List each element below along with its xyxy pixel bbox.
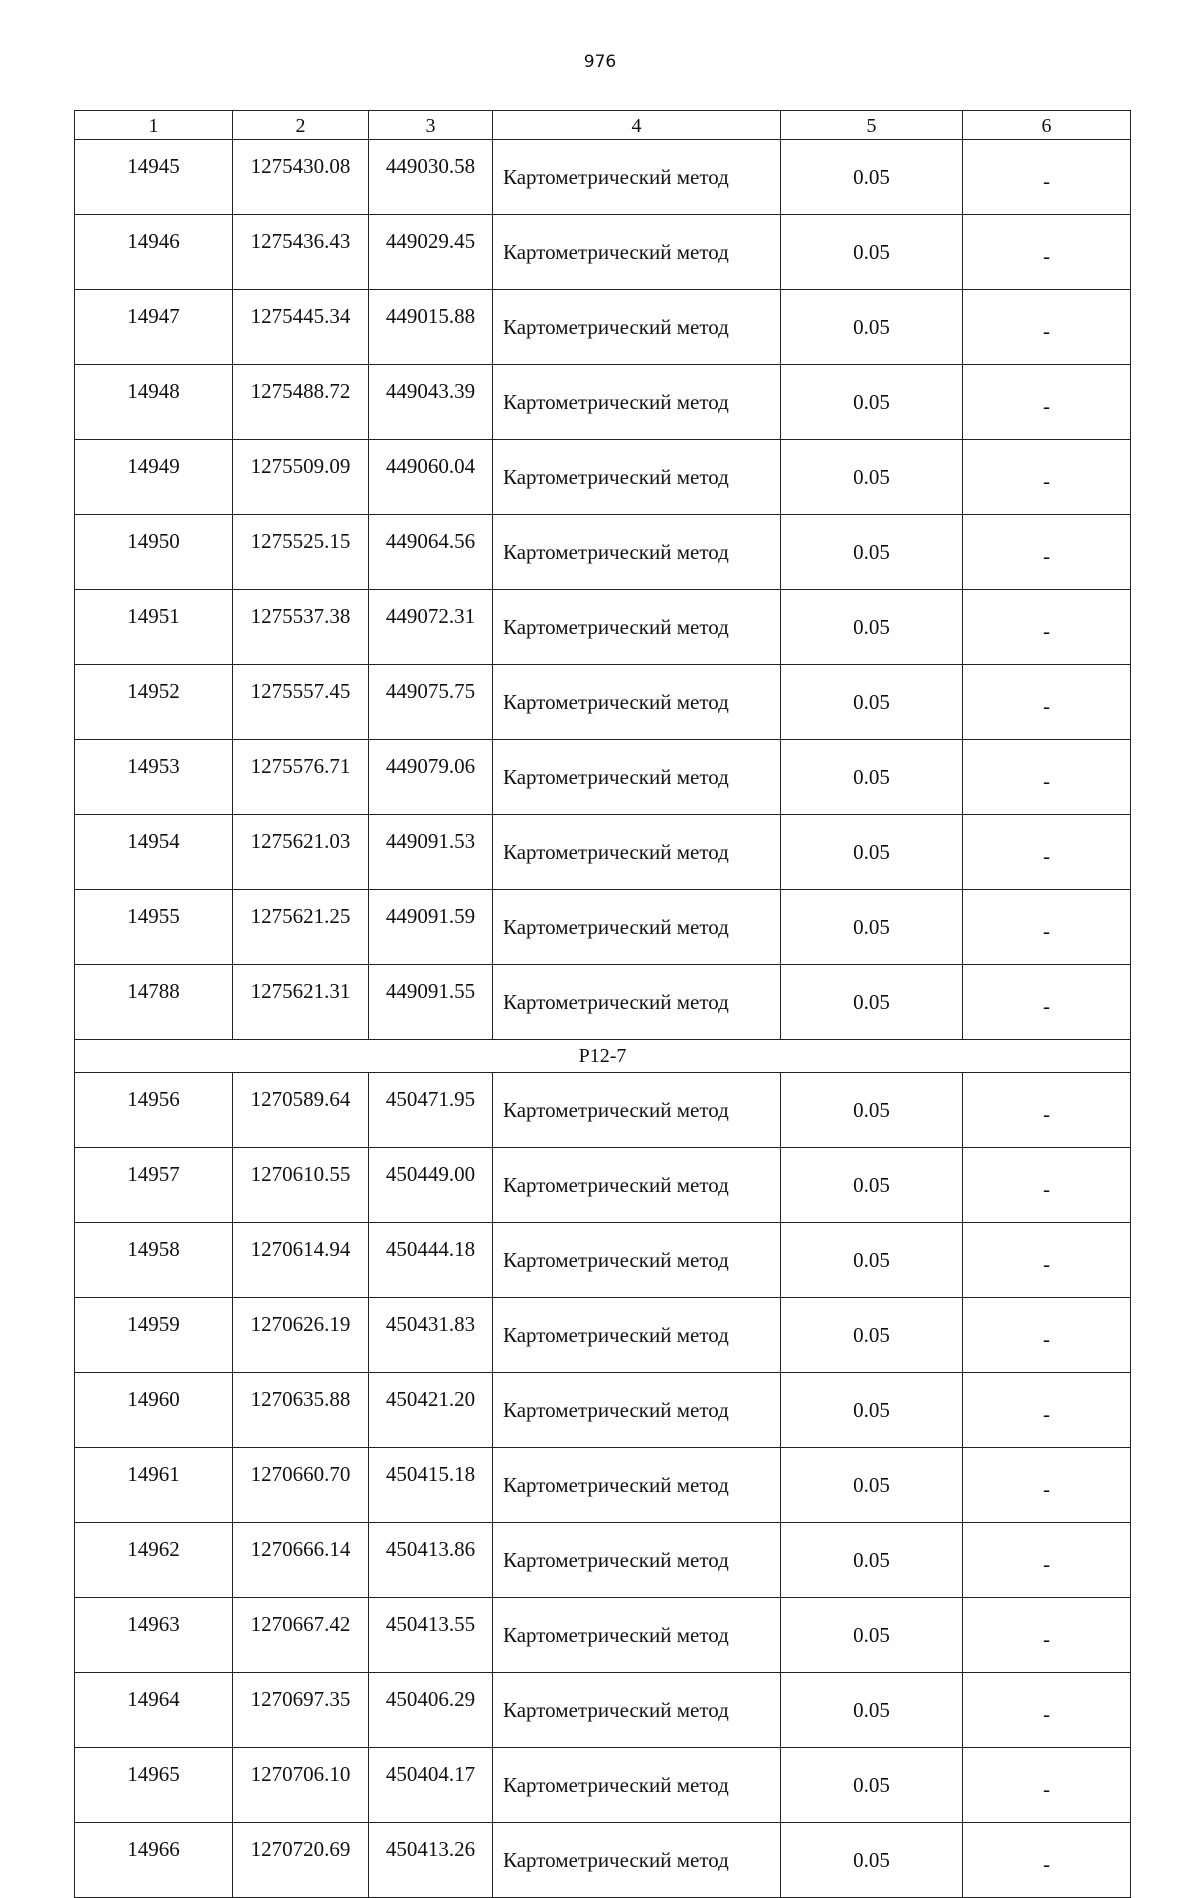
table-row xyxy=(75,1748,1131,1823)
y-coordinate-cell: 450471.95 xyxy=(369,1073,493,1148)
table-row xyxy=(75,1523,1131,1598)
y-coordinate-cell: 450415.18 xyxy=(369,1448,493,1523)
note-cell: - xyxy=(963,740,1131,815)
note-cell: - xyxy=(963,1748,1131,1823)
y-coordinate-cell: 449079.06 xyxy=(369,740,493,815)
y-coordinate-cell: 450413.55 xyxy=(369,1598,493,1673)
y-coordinate-cell: 449030.58 xyxy=(369,140,493,215)
method-cell: Картометрический метод xyxy=(493,1823,781,1898)
method-cell: Картометрический метод xyxy=(493,1148,781,1223)
point-number-cell: 14954 xyxy=(75,815,233,890)
accuracy-cell: 0.05 xyxy=(781,590,963,665)
table-row xyxy=(75,515,1131,590)
accuracy-cell: 0.05 xyxy=(781,215,963,290)
y-coordinate-cell: 450406.29 xyxy=(369,1673,493,1748)
table-row xyxy=(75,1823,1131,1898)
x-coordinate-cell: 1275621.31 xyxy=(233,965,369,1040)
method-cell: Картометрический метод xyxy=(493,965,781,1040)
table-row xyxy=(75,740,1131,815)
table-row xyxy=(75,1373,1131,1448)
table-row xyxy=(75,290,1131,365)
x-coordinate-cell: 1270660.70 xyxy=(233,1448,369,1523)
header-cell-4: 4 xyxy=(493,111,781,140)
note-cell: - xyxy=(963,1523,1131,1598)
note-cell: - xyxy=(963,1073,1131,1148)
x-coordinate-cell: 1270610.55 xyxy=(233,1148,369,1223)
accuracy-cell: 0.05 xyxy=(781,1523,963,1598)
method-cell: Картометрический метод xyxy=(493,890,781,965)
y-coordinate-cell: 449091.59 xyxy=(369,890,493,965)
x-coordinate-cell: 1270614.94 xyxy=(233,1223,369,1298)
note-cell: - xyxy=(963,140,1131,215)
table-body xyxy=(75,111,1131,1898)
coordinates-table xyxy=(74,110,1131,1898)
method-cell: Картометрический метод xyxy=(493,215,781,290)
y-coordinate-cell: 449072.31 xyxy=(369,590,493,665)
table-row xyxy=(75,140,1131,215)
point-number-cell: 14964 xyxy=(75,1673,233,1748)
accuracy-cell: 0.05 xyxy=(781,665,963,740)
accuracy-cell: 0.05 xyxy=(781,365,963,440)
header-cell-6: 6 xyxy=(963,111,1131,140)
accuracy-cell: 0.05 xyxy=(781,515,963,590)
x-coordinate-cell: 1275445.34 xyxy=(233,290,369,365)
table-row xyxy=(75,815,1131,890)
point-number-cell: 14966 xyxy=(75,1823,233,1898)
x-coordinate-cell: 1270626.19 xyxy=(233,1298,369,1373)
note-cell: - xyxy=(963,215,1131,290)
y-coordinate-cell: 449075.75 xyxy=(369,665,493,740)
accuracy-cell: 0.05 xyxy=(781,1823,963,1898)
point-number-cell: 14958 xyxy=(75,1223,233,1298)
point-number-cell: 14959 xyxy=(75,1298,233,1373)
y-coordinate-cell: 450413.26 xyxy=(369,1823,493,1898)
accuracy-cell: 0.05 xyxy=(781,740,963,815)
header-cell-3: 3 xyxy=(369,111,493,140)
x-coordinate-cell: 1270667.42 xyxy=(233,1598,369,1673)
point-number-cell: 14963 xyxy=(75,1598,233,1673)
header-cell-2: 2 xyxy=(233,111,369,140)
note-cell: - xyxy=(963,815,1131,890)
accuracy-cell: 0.05 xyxy=(781,1673,963,1748)
x-coordinate-cell: 1275509.09 xyxy=(233,440,369,515)
method-cell: Картометрический метод xyxy=(493,140,781,215)
note-cell: - xyxy=(963,1373,1131,1448)
y-coordinate-cell: 449043.39 xyxy=(369,365,493,440)
y-coordinate-cell: 450413.86 xyxy=(369,1523,493,1598)
method-cell: Картометрический метод xyxy=(493,1673,781,1748)
y-coordinate-cell: 450421.20 xyxy=(369,1373,493,1448)
page-number: 976 xyxy=(583,52,617,72)
header-cell-1: 1 xyxy=(75,111,233,140)
method-cell: Картометрический метод xyxy=(493,1523,781,1598)
table-row xyxy=(75,590,1131,665)
accuracy-cell: 0.05 xyxy=(781,440,963,515)
table-row xyxy=(75,1073,1131,1148)
note-cell: - xyxy=(963,1598,1131,1673)
note-cell: - xyxy=(963,590,1131,665)
point-number-cell: 14788 xyxy=(75,965,233,1040)
point-number-cell: 14956 xyxy=(75,1073,233,1148)
point-number-cell: 14957 xyxy=(75,1148,233,1223)
point-number-cell: 14962 xyxy=(75,1523,233,1598)
accuracy-cell: 0.05 xyxy=(781,290,963,365)
method-cell: Картометрический метод xyxy=(493,440,781,515)
accuracy-cell: 0.05 xyxy=(781,140,963,215)
header-row xyxy=(75,111,1131,140)
method-cell: Картометрический метод xyxy=(493,1598,781,1673)
method-cell: Картометрический метод xyxy=(493,1748,781,1823)
table-row xyxy=(75,1673,1131,1748)
method-cell: Картометрический метод xyxy=(493,665,781,740)
note-cell: - xyxy=(963,1223,1131,1298)
accuracy-cell: 0.05 xyxy=(781,965,963,1040)
y-coordinate-cell: 450431.83 xyxy=(369,1298,493,1373)
point-number-cell: 14947 xyxy=(75,290,233,365)
method-cell: Картометрический метод xyxy=(493,1298,781,1373)
table-row xyxy=(75,1598,1131,1673)
method-cell: Картометрический метод xyxy=(493,1073,781,1148)
accuracy-cell: 0.05 xyxy=(781,1598,963,1673)
table-row xyxy=(75,215,1131,290)
note-cell: - xyxy=(963,1148,1131,1223)
table-row xyxy=(75,1448,1131,1523)
header-cell-5: 5 xyxy=(781,111,963,140)
x-coordinate-cell: 1270666.14 xyxy=(233,1523,369,1598)
accuracy-cell: 0.05 xyxy=(781,1448,963,1523)
y-coordinate-cell: 450404.17 xyxy=(369,1748,493,1823)
y-coordinate-cell: 449015.88 xyxy=(369,290,493,365)
point-number-cell: 14948 xyxy=(75,365,233,440)
accuracy-cell: 0.05 xyxy=(781,1148,963,1223)
note-cell: - xyxy=(963,365,1131,440)
point-number-cell: 14965 xyxy=(75,1748,233,1823)
x-coordinate-cell: 1275621.03 xyxy=(233,815,369,890)
point-number-cell: 14961 xyxy=(75,1448,233,1523)
table-row xyxy=(75,1148,1131,1223)
point-number-cell: 14951 xyxy=(75,590,233,665)
table-row xyxy=(75,1223,1131,1298)
method-cell: Картометрический метод xyxy=(493,515,781,590)
point-number-cell: 14955 xyxy=(75,890,233,965)
x-coordinate-cell: 1275557.45 xyxy=(233,665,369,740)
y-coordinate-cell: 449029.45 xyxy=(369,215,493,290)
point-number-cell: 14960 xyxy=(75,1373,233,1448)
method-cell: Картометрический метод xyxy=(493,1448,781,1523)
table-row xyxy=(75,440,1131,515)
x-coordinate-cell: 1270697.35 xyxy=(233,1673,369,1748)
accuracy-cell: 0.05 xyxy=(781,1373,963,1448)
point-number-cell: 14946 xyxy=(75,215,233,290)
y-coordinate-cell: 449060.04 xyxy=(369,440,493,515)
y-coordinate-cell: 450444.18 xyxy=(369,1223,493,1298)
note-cell: - xyxy=(963,1298,1131,1373)
x-coordinate-cell: 1275525.15 xyxy=(233,515,369,590)
accuracy-cell: 0.05 xyxy=(781,815,963,890)
note-cell: - xyxy=(963,890,1131,965)
table-row xyxy=(75,365,1131,440)
table-row xyxy=(75,965,1131,1040)
table-row xyxy=(75,665,1131,740)
method-cell: Картометрический метод xyxy=(493,815,781,890)
point-number-cell: 14952 xyxy=(75,665,233,740)
x-coordinate-cell: 1275488.72 xyxy=(233,365,369,440)
section-row xyxy=(75,1040,1131,1073)
section-title: P12-7 xyxy=(75,1040,1131,1073)
y-coordinate-cell: 449091.53 xyxy=(369,815,493,890)
x-coordinate-cell: 1270635.88 xyxy=(233,1373,369,1448)
method-cell: Картометрический метод xyxy=(493,590,781,665)
note-cell: - xyxy=(963,290,1131,365)
table-row xyxy=(75,890,1131,965)
note-cell: - xyxy=(963,1673,1131,1748)
x-coordinate-cell: 1270706.10 xyxy=(233,1748,369,1823)
method-cell: Картометрический метод xyxy=(493,365,781,440)
method-cell: Картометрический метод xyxy=(493,1373,781,1448)
x-coordinate-cell: 1275430.08 xyxy=(233,140,369,215)
accuracy-cell: 0.05 xyxy=(781,1748,963,1823)
accuracy-cell: 0.05 xyxy=(781,1223,963,1298)
table-row xyxy=(75,1298,1131,1373)
x-coordinate-cell: 1270589.64 xyxy=(233,1073,369,1148)
note-cell: - xyxy=(963,965,1131,1040)
accuracy-cell: 0.05 xyxy=(781,1298,963,1373)
point-number-cell: 14953 xyxy=(75,740,233,815)
note-cell: - xyxy=(963,1448,1131,1523)
y-coordinate-cell: 450449.00 xyxy=(369,1148,493,1223)
x-coordinate-cell: 1275621.25 xyxy=(233,890,369,965)
x-coordinate-cell: 1270720.69 xyxy=(233,1823,369,1898)
note-cell: - xyxy=(963,440,1131,515)
point-number-cell: 14945 xyxy=(75,140,233,215)
point-number-cell: 14949 xyxy=(75,440,233,515)
note-cell: - xyxy=(963,1823,1131,1898)
note-cell: - xyxy=(963,515,1131,590)
accuracy-cell: 0.05 xyxy=(781,890,963,965)
x-coordinate-cell: 1275537.38 xyxy=(233,590,369,665)
y-coordinate-cell: 449064.56 xyxy=(369,515,493,590)
method-cell: Картометрический метод xyxy=(493,1223,781,1298)
x-coordinate-cell: 1275436.43 xyxy=(233,215,369,290)
accuracy-cell: 0.05 xyxy=(781,1073,963,1148)
y-coordinate-cell: 449091.55 xyxy=(369,965,493,1040)
x-coordinate-cell: 1275576.71 xyxy=(233,740,369,815)
method-cell: Картометрический метод xyxy=(493,290,781,365)
note-cell: - xyxy=(963,665,1131,740)
method-cell: Картометрический метод xyxy=(493,740,781,815)
point-number-cell: 14950 xyxy=(75,515,233,590)
